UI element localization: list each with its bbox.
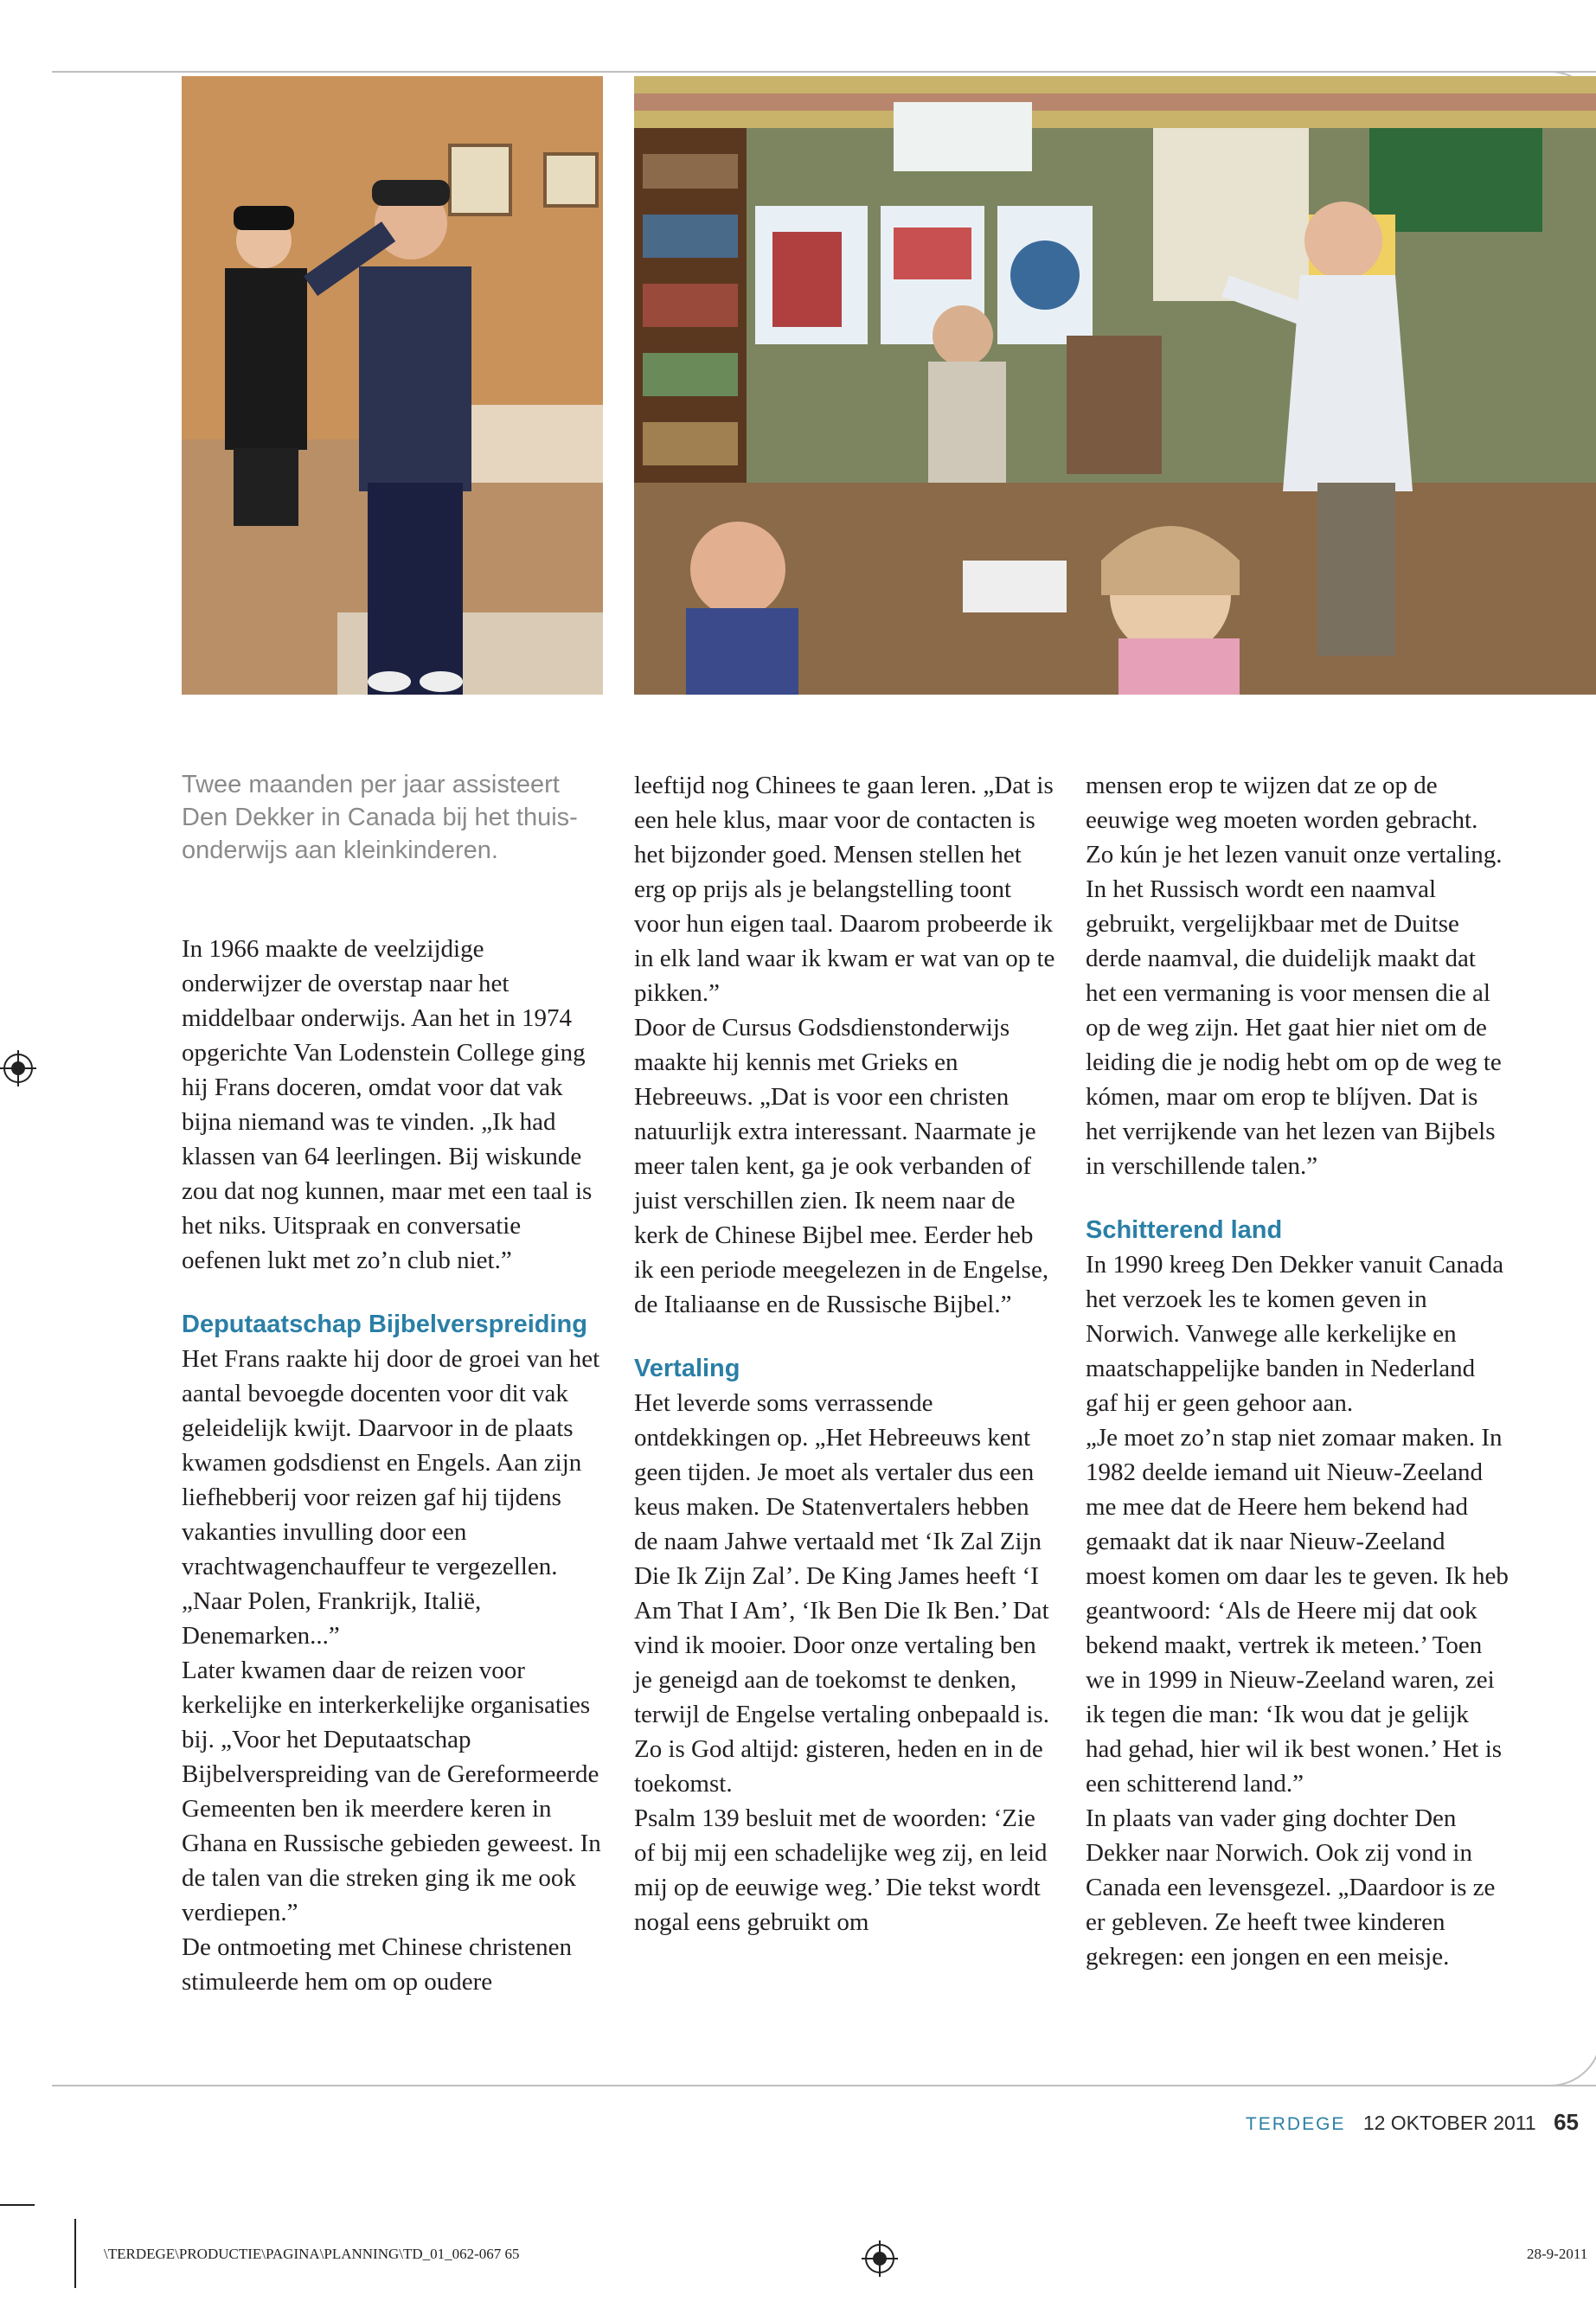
salute-photo bbox=[182, 76, 603, 695]
print-slug-date: 28-9-2011 bbox=[1527, 2246, 1588, 2262]
classroom-photo-illustration bbox=[634, 76, 1596, 695]
article-paragraph: Het leverde soms verrassende ontdekkingen op. „Het Hebreeuws kent geen tijden. Je moet als vertaler dus een keus maken. De Statenvertalers hebben de naam Jahwe vertaald met ‘Ik Zal Zijn Die Ik Zijn Zal’. De King James heeft ‘I Am That I Am’, ‘Ik Ben Die Ik Ben.’ Dat vind ik mooier. Door onze vertaling ben je geneigd aan de toekomst te denken, terwijl de Engelse vertaling onbepaald is. Zo is God altijd: gisteren, heden en in de toekomst. bbox=[634, 1389, 1049, 1798]
magazine-name: TERDEGE bbox=[1245, 2114, 1346, 2134]
article-paragraph: In 1966 maakte de veelzijdige onderwijzer de overstap naar het middelbaar onderwijs. Aan het in 1974 opgerichte Van Lodenstein College ging hij Frans doceren, omdat voor dat vak bijna niemand was te vinden. „Ik had klassen van 64 leerlingen. Bij wiskunde zou dat nog kunnen, maar met een taal is het niks. Uitspraak en conversatie oefenen lukt met zo’n club niet.” bbox=[182, 935, 593, 1274]
article-paragraph: In plaats van vader ging dochter Den Dekker naar Norwich. Ook zij vond in Canada een levensgezel. „Daardoor is ze er gebleven. Ze heeft twee kinderen gekregen: een jongen en een meisje. bbox=[1086, 1804, 1496, 1971]
article-paragraph: Het Frans raakte hij door de groei van het aantal bevoegde docenten voor dit vak geleidelijk kwijt. Daarvoor in de plaats kwamen godsdienst en Engels. Aan zijn liefhebberij voor reizen gaf hij tijdens vakanties invulling door een vrachtwagenchauffeur te vergezellen. „Naar Polen, Frankrijk, Italië, Denemarken...” bbox=[182, 1345, 600, 1650]
article-paragraph: In 1990 kreeg Den Dekker vanuit Canada het verzoek les te komen geven in Norwich. Vanwege alle kerkelijke en maatschappelijke banden in Nederland gaf hij er geen gehoor aan. bbox=[1086, 1251, 1504, 1417]
page-number: 65 bbox=[1554, 2109, 1579, 2135]
text-column-3 bbox=[1086, 768, 1509, 1974]
classroom-photo bbox=[634, 76, 1596, 695]
article-paragraph: De ontmoeting met Chinese christenen stimuleerde hem om op oudere bbox=[182, 1933, 573, 1996]
registration-mark-icon bbox=[3, 1054, 33, 1083]
registration-mark-icon bbox=[865, 2244, 894, 2273]
bottom-corner-rule bbox=[1531, 2033, 1596, 2086]
text-column-2 bbox=[634, 768, 1058, 1939]
article-paragraph: leeftijd nog Chinees te gaan leren. „Dat is een hele klus, maar voor de contacten is het bijzonder goed. Mensen stellen het erg op prijs als je belangstelling toont voor hun eigen taal. Daarom probeerde ik in elk land waar ik kwam er wat van op te pikken.” bbox=[634, 772, 1055, 1007]
article-paragraph: „Je moet zo’n stap niet zomaar maken. In 1982 deelde iemand uit Nieuw-Zeeland me mee dat de Heere hem bekend had gemaakt dat ik naar Nieuw-Zeeland moest komen om daar les te geven. Ik heb geantwoord: ‘Als de Heere mij dat ook bekend maakt, vertrek ik meteen.’ Toen we in 1999 in Nieuw-Zeeland waren, zei ik tegen die man: ‘Ik wou dat je gelijk had gehad, hier wil ik best wonen.’ Het is een schitterend land.” bbox=[1086, 1424, 1509, 1798]
article-paragraph: Door de Cursus Godsdienstonderwijs maakte hij kennis met Grieks en Hebreeuws. „Dat is voor een christen natuurlijk extra interessant. Naarmate je meer talen kent, ga je ook verbanden of juist verschillen zien. Ik neem naar de kerk de Chinese Bijbel mee. Eerder heb ik een periode meegelezen in de Engelse, de Italiaanse en de Russische Bijbel.” bbox=[634, 1014, 1049, 1318]
section-heading-vertaling: Vertaling bbox=[634, 1355, 740, 1382]
article-paragraph: mensen erop te wijzen dat ze op de eeuwige weg moeten worden gebracht. Zo kún je het lezen vanuit onze vertaling. In het Russisch wordt een naamval gebruikt, vergelijkbaar met de Duitse derde naamval, die duidelijk maakt dat het een vermaning is voor mensen die al op de weg zijn. Het gaat hier niet om de leiding die je nodig hebt om op de weg te kómen, maar om erop te blíjven. Dat is het verrijkende van het lezen van Bijbels in verschillende talen.” bbox=[1086, 772, 1503, 1180]
article-paragraph: Psalm 139 besluit met de woorden: ‘Zie of bij mij een schadelijke weg zij, en leid mij op de eeuwige weg.’ Die tekst wordt nogal eens gebruikt om bbox=[634, 1804, 1048, 1936]
section-heading-deputaatschap: Deputaatschap Bijbelverspreiding bbox=[182, 1311, 587, 1338]
salute-photo-illustration bbox=[182, 76, 603, 695]
print-slug-path: \TERDEGE\PRODUCTIE\PAGINA\PLANNING\TD_01_062-067 65 bbox=[104, 2246, 520, 2262]
crop-mark bbox=[74, 2219, 76, 2288]
page-footer bbox=[1246, 2109, 1579, 2136]
photo-caption: Twee maanden per jaar assisteert Den Dekker in Canada bij het thuis-onderwijs aan kleinkinderen. bbox=[182, 771, 578, 864]
bottom-rule bbox=[52, 2085, 1596, 2086]
article-paragraph: Later kwamen daar de reizen voor kerkelijke en interkerkelijke organisaties bij. „Voor het Deputaatschap Bijbelverspreiding van de Gereformeerde Gemeenten ben ik meerdere keren in Ghana en Russische gebieden geweest. In de talen van die streken ging ik me ook verdiepen.” bbox=[182, 1657, 601, 1926]
section-heading-schitterend-land: Schitterend land bbox=[1086, 1216, 1283, 1244]
issue-date: 12 OKTOBER 2011 bbox=[1362, 2112, 1536, 2134]
top-rule bbox=[52, 71, 1596, 73]
crop-mark bbox=[0, 2204, 35, 2206]
text-column-1 bbox=[182, 768, 606, 1999]
